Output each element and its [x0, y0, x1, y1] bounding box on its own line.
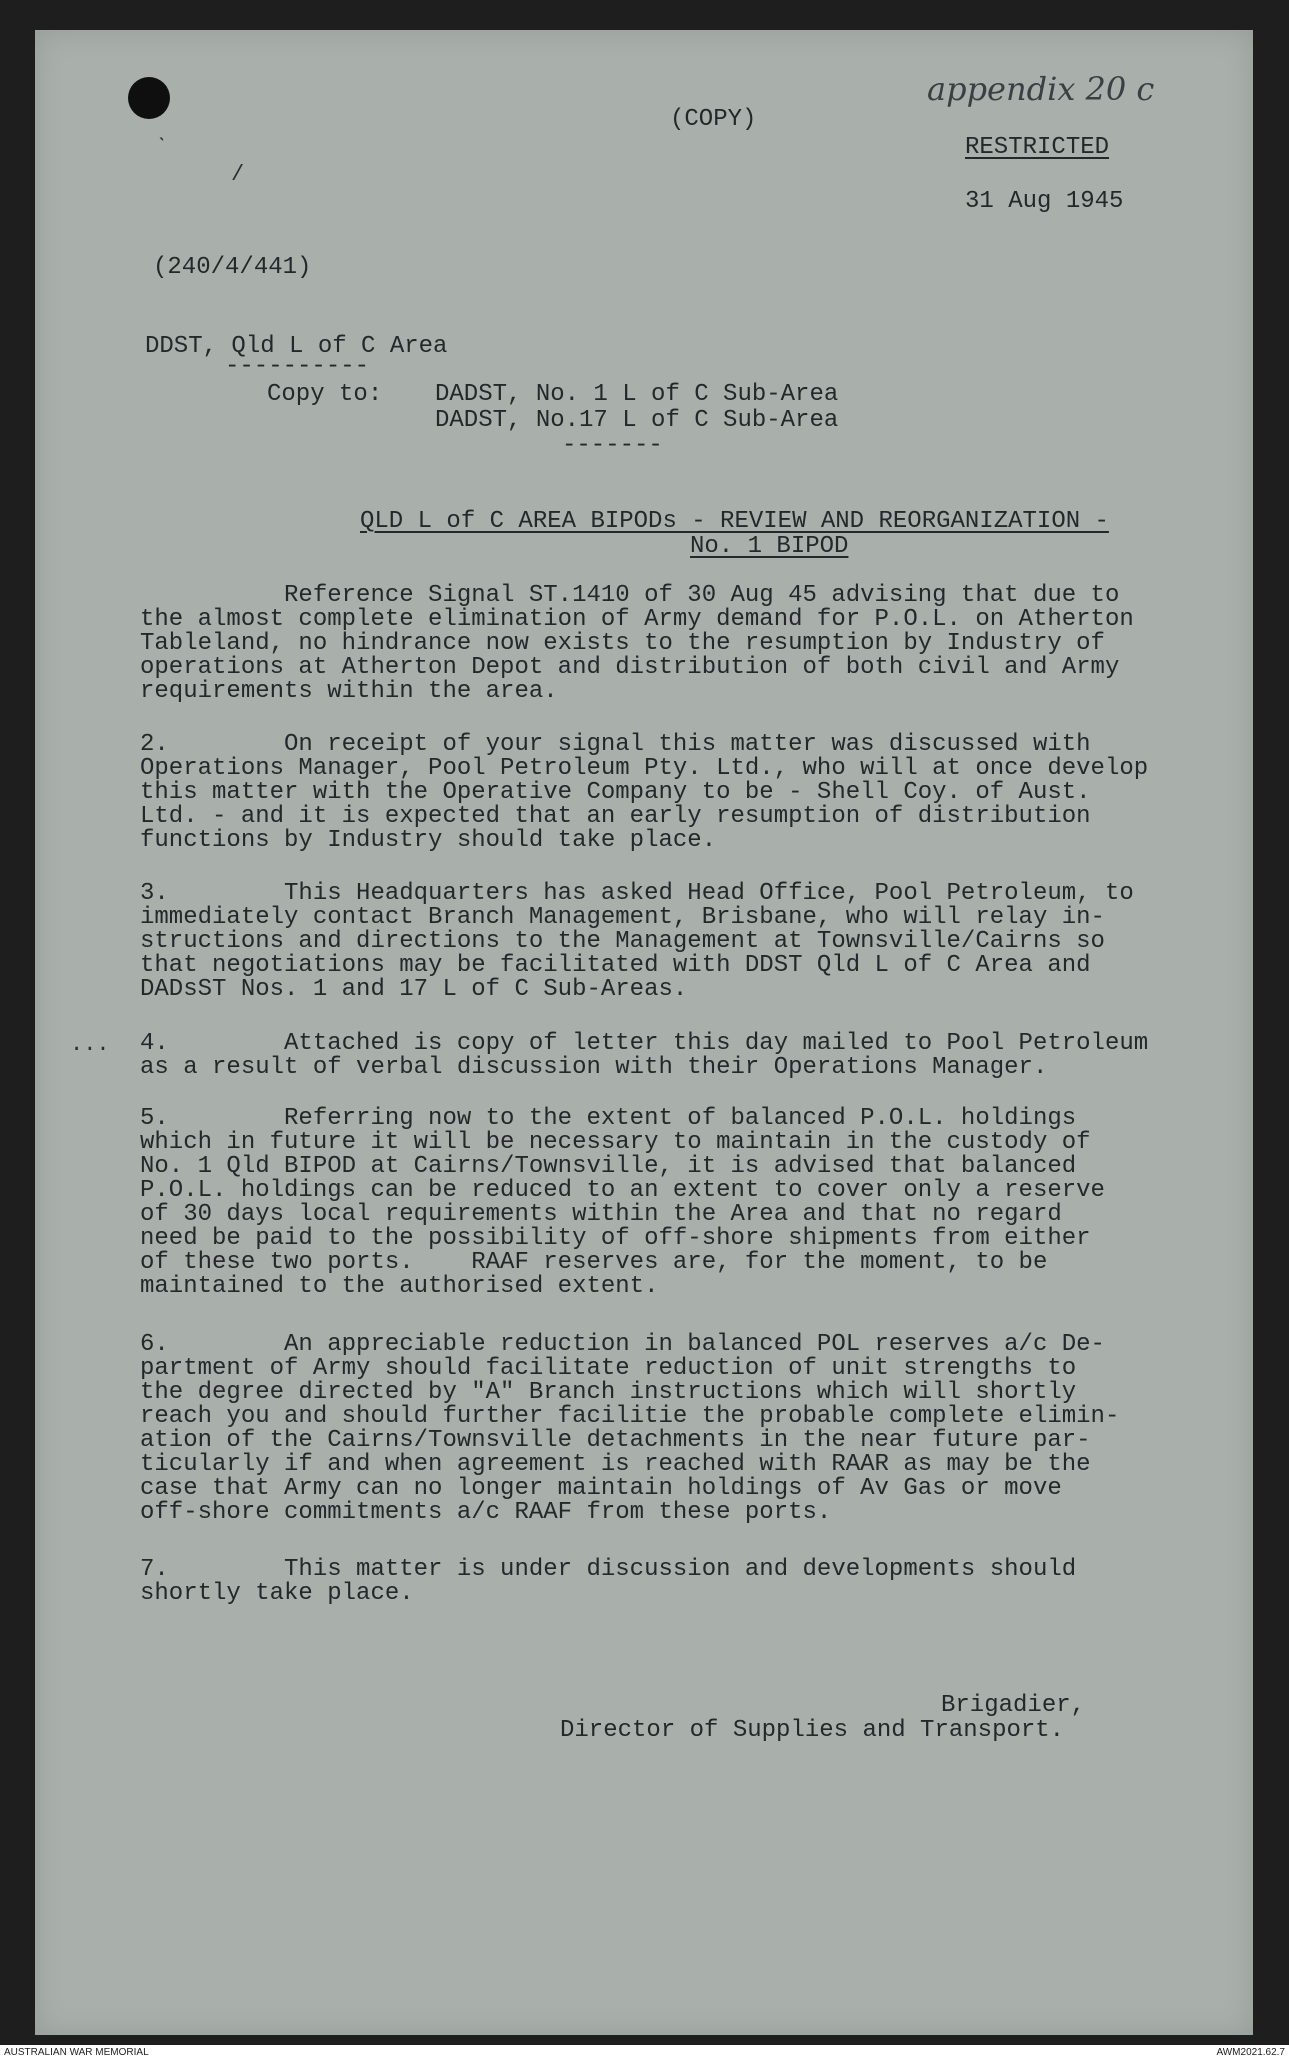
copy-to-recipient: DADST, No. 1 L of C Sub-Area [435, 381, 839, 408]
text-line: Operations Manager, Pool Petroleum Pty. Ltd., who will at once develop [140, 755, 1149, 782]
text-line: the almost complete elimination of Army demand for P.O.L. on Atherton [140, 606, 1134, 633]
text-line: DADsST Nos. 1 and 17 L of C Sub-Areas. [140, 976, 688, 1003]
addressee-rule: ---------- [225, 353, 370, 380]
footer-accession-number: AWM2021.62.7 [1216, 2047, 1285, 2058]
footer-institution: AUSTRALIAN WAR MEMORIAL [4, 2047, 149, 2058]
document-date: 31 Aug 1945 [965, 188, 1124, 215]
addressee: DDST, Qld L of C Area [145, 333, 448, 360]
text-line: 5. Referring now to the extent of balanced P.O.L. holdings [140, 1105, 1077, 1132]
signature-title: Director of Supplies and Transport. [560, 1717, 1065, 1744]
signature-rank: Brigadier, [941, 1692, 1086, 1719]
text-line: off-shore commitments a/c RAAF from these ports. [140, 1499, 832, 1526]
text-line: Tableland, no hindrance now exists to the resumption by Industry of [140, 630, 1105, 657]
paragraph-1 [140, 584, 1220, 704]
copy-to-recipient: DADST, No.17 L of C Sub-Area [435, 407, 839, 434]
text-line: Ltd. - and it is expected that an early resumption of distribution [140, 803, 1091, 830]
text-line: 4. Attached is copy of letter this day mailed to Pool Petroleum [140, 1030, 1149, 1057]
text-line: shortly take place. [140, 1580, 414, 1607]
text-line: reach you and should further facilitie the probable complete elimin- [140, 1403, 1120, 1430]
text-line: requirements within the area. [140, 678, 558, 705]
text-line: P.O.L. holdings can be reduced to an extent to cover only a reserve [140, 1177, 1105, 1204]
text-line: partment of Army should facilitate reduction of unit strengths to [140, 1355, 1077, 1382]
text-line: ticularly if and when agreement is reached with RAAR as may be the [140, 1451, 1091, 1478]
text-line: 3. This Headquarters has asked Head Office, Pool Petroleum, to [140, 880, 1134, 907]
text-line: as a result of verbal discussion with their Operations Manager. [140, 1054, 1048, 1081]
classification: RESTRICTED [965, 134, 1110, 161]
document-page [35, 30, 1253, 2035]
text-line: immediately contact Branch Management, Brisbane, who will relay in- [140, 904, 1105, 931]
text-line: No. 1 Qld BIPOD at Cairns/Townsville, it is advised that balanced [140, 1153, 1077, 1180]
text-line: Reference Signal ST.1410 of 30 Aug 45 advising that due to [140, 582, 1120, 609]
text-line: maintained to the authorised extent. [140, 1273, 659, 1300]
pencil-tick: / [231, 162, 245, 187]
text-line: that negotiations may be facilitated with DDST Qld L of C Area and [140, 952, 1091, 979]
text-line: this matter with the Operative Company to be - Shell Coy. of Aust. [140, 779, 1091, 806]
text-line: which in future it will be necessary to maintain in the custody of [140, 1129, 1091, 1156]
copy-to-label: Copy to: [267, 381, 383, 408]
punch-hole [128, 77, 170, 119]
text-line: case that Army can no longer maintain holdings of Av Gas or move [140, 1475, 1062, 1502]
text-line: 6. An appreciable reduction in balanced POL reserves a/c De- [140, 1331, 1105, 1358]
margin-mark: ... [70, 1032, 110, 1057]
text-line: of these two ports. RAAF reserves are, for the moment, to be [140, 1249, 1048, 1276]
pencil-mark: ˎ [155, 118, 169, 143]
subject-line: QLD L of C AREA BIPODs - REVIEW AND REORGANIZATION - [360, 508, 1109, 535]
text-line: functions by Industry should take place. [140, 827, 717, 854]
text-line: 7. This matter is under discussion and developments should [140, 1556, 1077, 1583]
paragraph-5 [140, 1107, 1220, 1299]
text-line: need be paid to the possibility of off-shore shipments from either [140, 1225, 1091, 1252]
copy-rule: ------- [562, 432, 663, 459]
paragraph-2 [140, 733, 1220, 853]
text-line: the degree directed by "A" Branch instructions which will shortly [140, 1379, 1077, 1406]
paragraph-4 [140, 1032, 1220, 1080]
paragraph-6 [140, 1333, 1220, 1525]
text-line: ation of the Cairns/Townsville detachments in the near future par- [140, 1427, 1091, 1454]
subject-line: No. 1 BIPOD [690, 533, 849, 560]
text-line: operations at Atherton Depot and distribution of both civil and Army [140, 654, 1120, 681]
paragraph-3 [140, 882, 1220, 1002]
paragraph-7 [140, 1558, 1220, 1606]
text-line: of 30 days local requirements within the Area and that no regard [140, 1201, 1062, 1228]
text-line: 2. On receipt of your signal this matter was discussed with [140, 731, 1091, 758]
file-reference: (240/4/441) [153, 254, 312, 281]
text-line: structions and directions to the Management at Townsville/Cairns so [140, 928, 1105, 955]
copy-marker: (COPY) [670, 106, 757, 133]
handwritten-note: appendix 20 c [927, 70, 1155, 108]
